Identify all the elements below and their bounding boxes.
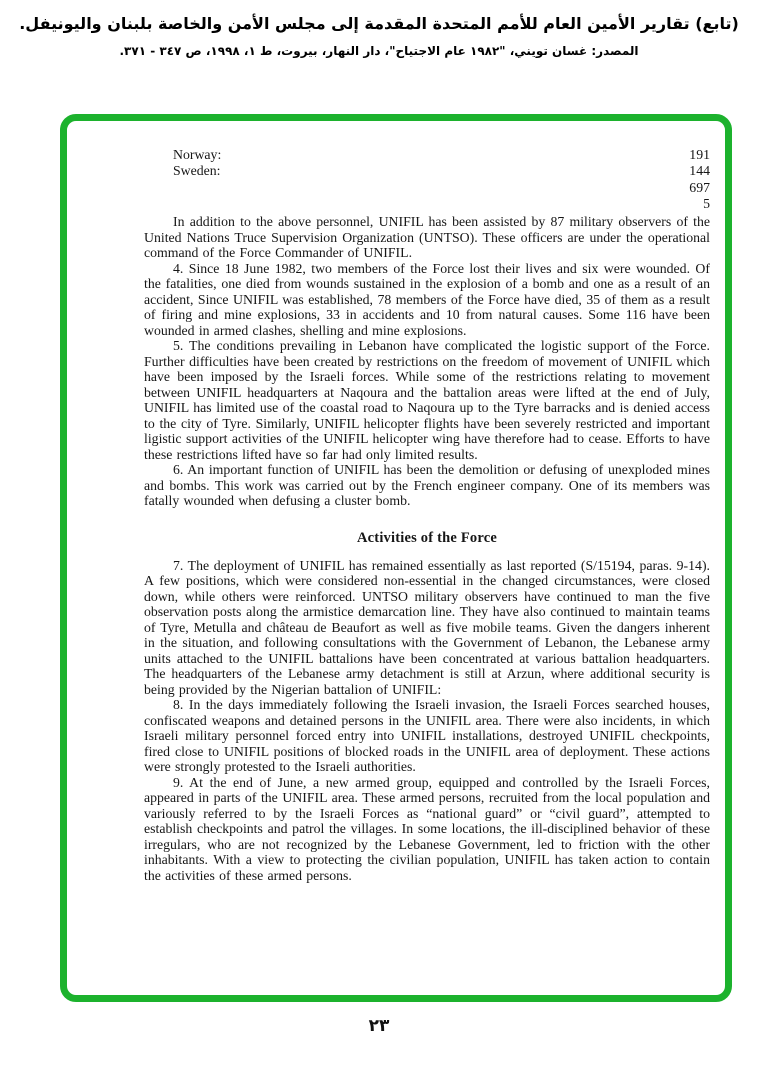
- body-paragraphs-top: [144, 214, 710, 509]
- personnel-count: 5: [703, 195, 710, 211]
- personnel-list: [144, 147, 710, 212]
- paragraph-6: 6. An important function of UNIFIL has been the demolition or defusing of unexploded mines and bombs. This work was carried out by the French engineer company. One of its members was fatally wounded when defusing a cluster bomb.: [144, 462, 710, 509]
- section-heading: Activities of the Force: [356, 529, 497, 546]
- content-border-box: [60, 114, 732, 1002]
- paragraph-7: 7. The deployment of UNIFIL has remained essentially as last reported (S/15194, paras. 9-14). A few positions, which were considered non-essential in the changed circumstances, were closed down, while others were reinforced. UNTSO military observers have continued to man the five observation posts along the armistice demarcation line. They have also continued to maintain teams of Tyre, Metulla and château de Beaufort as well as five mobile teams. Given the dangers inherent in the situation, and following consultations with the Government of Lebanon, the Lebanese army units attached to the UNIFIL battalions have been concentrated at various battalion headquarters. The headquarters of the Lebanese army detachment is still at Arzun, where additional security is being provided by the Nigerian battalion of UNIFIL:: [144, 557, 710, 697]
- page-header: [0, 13, 758, 59]
- personnel-count: 697: [689, 179, 710, 195]
- personnel-row: [144, 196, 710, 212]
- country-label: Norway:: [173, 147, 222, 162]
- paragraph-9: 9. At the end of June, a new armed group, equipped and controlled by the Israeli Forces, appeared in parts of the UNIFIL area. These armed persons, recruited from the local population and variously referred to by the Israeli Forces as “national guard” or “civil guard”, attempted to establish checkpoints and patrol the villages. In some locations, the ill-disciplined behavior of these irregulars, who are not recognized by the Lebanese Government, led to friction with the other inhabitants. With a view to protecting the civilian population, UNIFIL has taken action to contain the activities of these armed persons.: [144, 774, 710, 883]
- country-label: Sweden:: [173, 163, 221, 179]
- paragraph-5: 5. The conditions prevailing in Lebanon have complicated the logistic support of the Force. Further difficulties have been created by restrictions on the freedom of movement of UNIFIL which have been imposed by the Israeli forces. While some of the restrictions relating to movement between UNIFIL headquarters at Naqoura and the battalion areas were lifted at the end of July, UNIFIL has limited use of the coastal road to Naqoura up to the Tyre barracks and is denied access to the city of Tyre. Similarly, UNIFIL helicopter flights have been severely restricted and important ligistic support activities of the UNIFIL helicopter wing have therefore had to cease. Efforts to have these restrictions lifted have so far had only limited results.: [144, 338, 710, 462]
- header-title-arabic: (تابع) تقارير الأمين العام للأمم المتحدة المقدمة إلى مجلس الأمن والخاصة بلبنان واليونيفل.: [19, 14, 739, 33]
- personnel-count: 191: [689, 147, 710, 162]
- personnel-count: 144: [689, 163, 710, 179]
- paragraph-intro: In addition to the above personnel, UNIFIL has been assisted by 87 military observers of the United Nations Truce Supervision Organization (UNTSO). These officers are under the operational command of the Force Commander of UNIFIL.: [144, 214, 710, 261]
- page-number: ٢٣: [368, 1016, 390, 1036]
- personnel-row: [144, 147, 710, 163]
- paragraph-4: 4. Since 18 June 1982, two members of the Force lost their lives and six were wounded. Of the fatalities, one died from wounds sustained in the explosion of a bomb and one as a result of an accident, Since UNIFIL was established, 78 members of the Force have died, 35 of them as a result of firing and mine explosions, 33 in accidents and 10 from natural causes. Some 116 have been wounded in armed clashes, shelling and mine explosions.: [144, 260, 710, 338]
- header-source-arabic: المصدر: غسان تويني، "١٩٨٢ عام الاجتياح"، دار النهار، بيروت، ط ١، ١٩٩٨، ص ٣٤٧ - ٣٧١.: [119, 44, 639, 58]
- document-content: [144, 147, 710, 883]
- personnel-row: [144, 180, 710, 196]
- personnel-row: [144, 163, 710, 179]
- paragraph-8: 8. In the days immediately following the Israeli invasion, the Israeli Forces searched houses, confiscated weapons and detained persons in the UNIFIL area. There were also incidents, in which Israeli military personnel forced entry into UNIFIL installations, destroyed UNIFIL checkpoints, fired close to UNIFIL positions of blocked roads in the UNIFIL area of deployment. These actions were strongly protested to the Israeli authorities.: [144, 697, 710, 775]
- body-paragraphs-bottom: [144, 558, 710, 884]
